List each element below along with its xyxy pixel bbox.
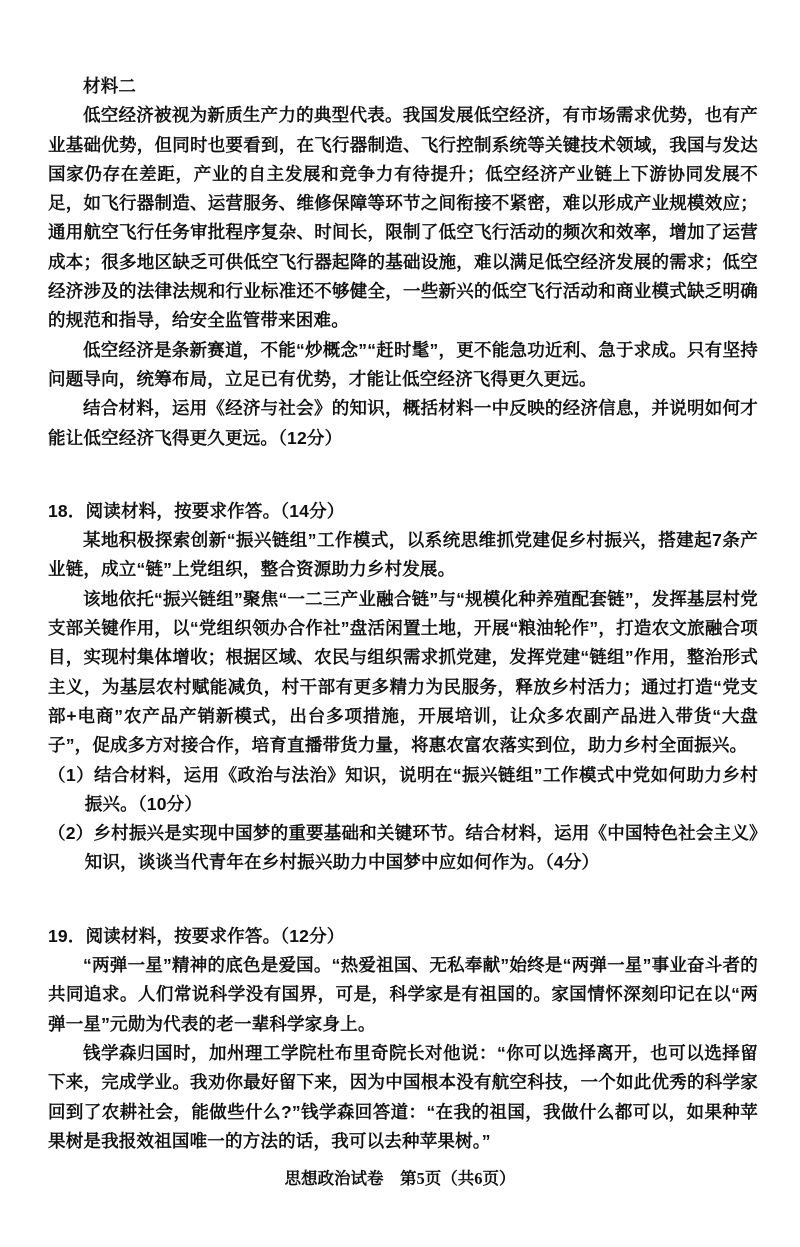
material-2-paragraph-2: 低空经济是条新赛道，不能“炒概念”“赶时髦”，更不能急功近利、急于求成。只有坚持问题导向，统筹布局，立足已有优势，才能让低空经济飞得更久更远。 [48,339,758,389]
question-18-header: 18．阅读材料，按要求作答。（14分） [48,500,345,521]
question-19-header: 19．阅读材料，按要求作答。（12分） [48,925,345,946]
page-footer: 思想政治试卷 第5页（共6页） [284,1169,516,1188]
question-18-paragraph-2: 该地依托“振兴链组”聚焦“一二三产业融合链”与“规模化种养殖配套链”，发挥基层村党支部关键作用，以“党组织领办合作社”盘活闲置土地，开展“粮油轮作”，打造农文旅融合项目，实现村集体增收；根据区域、农民与组织需求抓党建，发挥党建“链组”作用，整治形式主义，为基层农村赋能减负，村干部有更多精力为民服务，释放乡村活力；通过打造“党支部+电商”农产品产销新模式，出台多项措施，开展培训，让众多农副产品进入带货“大盘子”，促成多方对接合作，培育直播带货力量，将惠农富农落实到位，助力乡村全面振兴。 [48,588,758,756]
question-18-subquestion-2: （2）乡村振兴是实现中国梦的重要基础和关键环节。结合材料，运用《中国特色社会主义》知识，谈谈当代青年在乡村振兴助力中国梦中应如何作为。（4分） [48,823,758,873]
material-2-question-prompt: 结合材料，运用《经济与社会》的知识，概括材料一中反映的经济信息，并说明如何才能让低空经济飞得更久更远。（12分） [48,398,758,448]
question-18-subquestion-1: （1）结合材料，运用《政治与法治》知识，说明在“振兴链组”工作模式中党如何助力乡村振兴。（10分） [48,764,758,814]
question-19-paragraph-1: “两弹一星”精神的底色是爱国。“热爱祖国、无私奉献”始终是“两弹一星”事业奋斗者的共同追求。人们常说科学没有国界，可是，科学家是有祖国的。家国情怀深刻印记在以“两弹一星”元勋为代表的老一辈科学家身上。 [48,955,758,1034]
material-2-heading: 材料二 [83,76,137,96]
question-19-paragraph-2: 钱学森归国时，加州理工学院杜布里奇院长对他说：“你可以选择离开，也可以选择留下来，完成学业。我劝你最好留下来，因为中国根本没有航空科技，一个如此优秀的科学家回到了农耕社会，能做些什么?”钱学森回答道：“在我的祖国，我做什么都可以，如果种苹果树是我报效祖国唯一的方法的话，我可以去种苹果树。” [48,1042,758,1151]
question-18-paragraph-1: 某地积极探索创新“振兴链组”工作模式，以系统思维抓党建促乡村振兴，搭建起7条产业链，成立“链”上党组织，整合资源助力乡村发展。 [48,530,758,580]
exam-content [48,72,758,1156]
material-2-paragraph-1: 低空经济被视为新质生产力的典型代表。我国发展低空经济，有市场需求优势，也有产业基础优势，但同时也要看到，在飞行器制造、飞行控制系统等关键技术领域，我国与发达国家仍存在差距，产业的自主发展和竞争力有待提升；低空经济产业链上下游协同发展不足，如飞行器制造、运营服务、维修保障等环节之间衔接不紧密，难以形成产业规模效应；通用航空飞行任务审批程序复杂、时间长，限制了低空飞行活动的频次和效率，增加了运营成本；很多地区缺乏可供低空飞行器起降的基础设施，难以满足低空经济发展的需求；低空经济涉及的法律法规和行业标准还不够健全，一些新兴的低空飞行活动和商业模式缺乏明确的规范和指导，给安全监管带来困难。 [48,105,758,331]
